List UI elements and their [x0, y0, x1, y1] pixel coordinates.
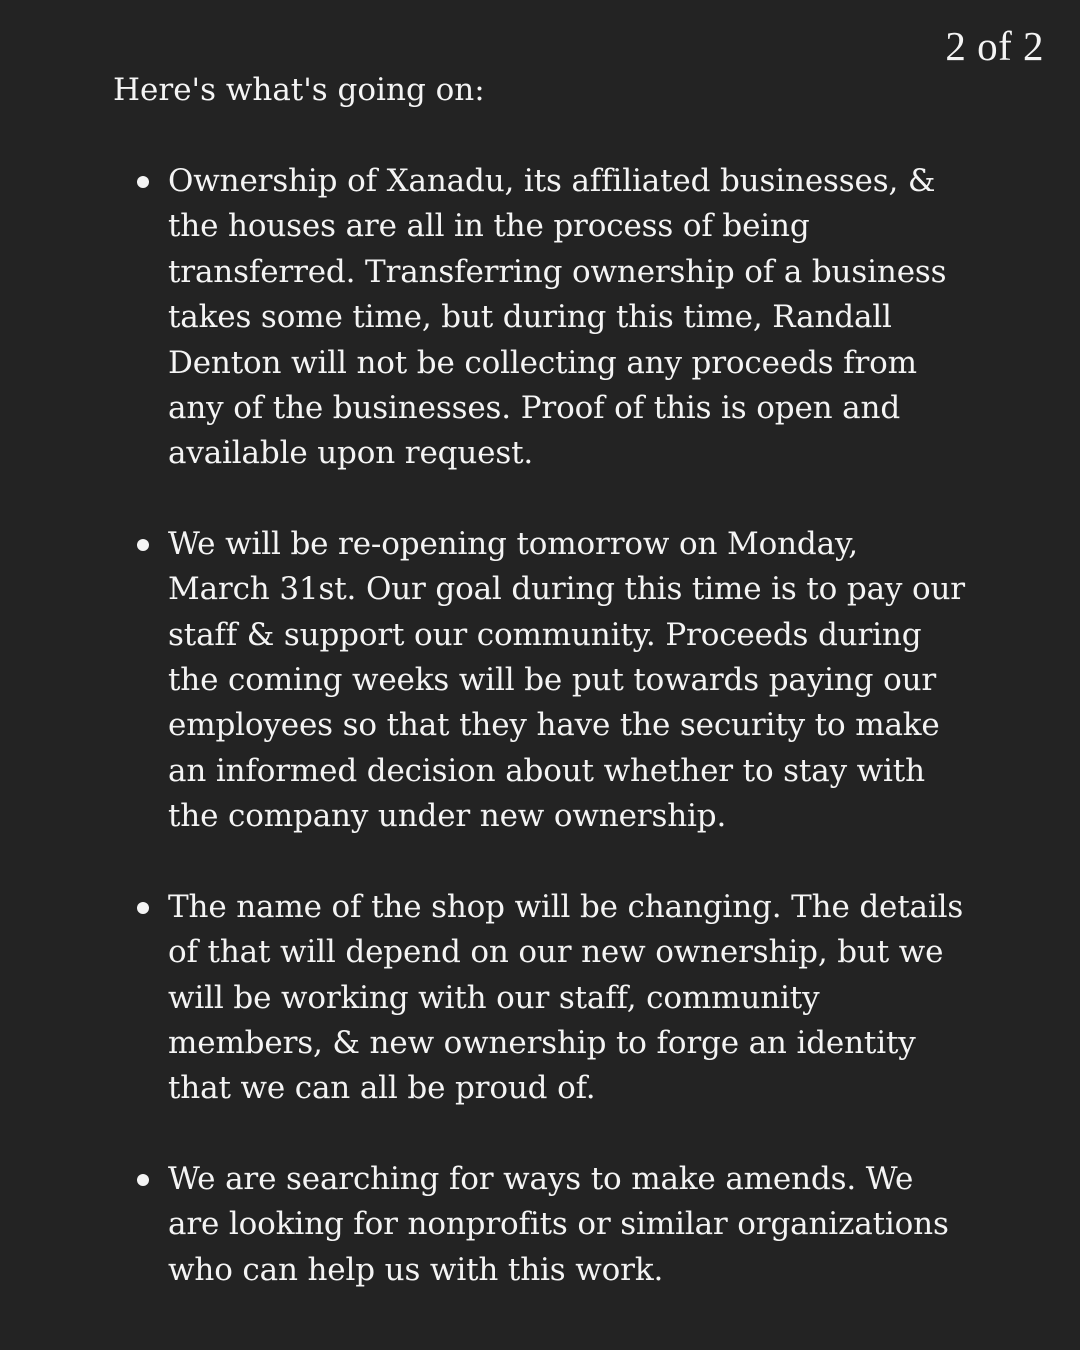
- announcement-list: [168, 159, 968, 1338]
- list-item-text: We are searching for ways to make amends. We are looking for nonprofits or similar organizations who can help us with this work.: [168, 1160, 949, 1288]
- intro-heading: Here's what's going on:: [113, 72, 485, 108]
- list-item: [168, 1157, 968, 1293]
- list-item-text: We will be re-opening tomorrow on Monday, March 31st. Our goal during this time is to pay our staff & support our community. Proceeds during the coming weeks will be put towards paying our employees so that they have the security to make an informed decision about whether to stay with the company under new ownership.: [168, 525, 965, 835]
- bullet-icon: [137, 1174, 149, 1186]
- list-item: [168, 522, 968, 840]
- list-item-text: Ownership of Xanadu, its affiliated businesses, & the houses are all in the process of being transferred. Transferring ownership of a business takes some time, but during this time, Randall Denton will not be collecting any proceeds from any of the businesses. Proof of this is open and available upon request.: [168, 163, 947, 472]
- bullet-icon: [137, 539, 149, 551]
- bullet-icon: [137, 176, 149, 188]
- list-item-text: The name of the shop will be changing. The details of that will depend on our new ownership, but we will be working with our staff, community members, & new ownership to forge an identity that we can all be proud of.: [168, 888, 964, 1107]
- page-counter: 2 of 2: [945, 23, 1044, 69]
- list-item: [168, 159, 968, 477]
- list-item: [168, 885, 968, 1112]
- bullet-icon: [137, 902, 149, 914]
